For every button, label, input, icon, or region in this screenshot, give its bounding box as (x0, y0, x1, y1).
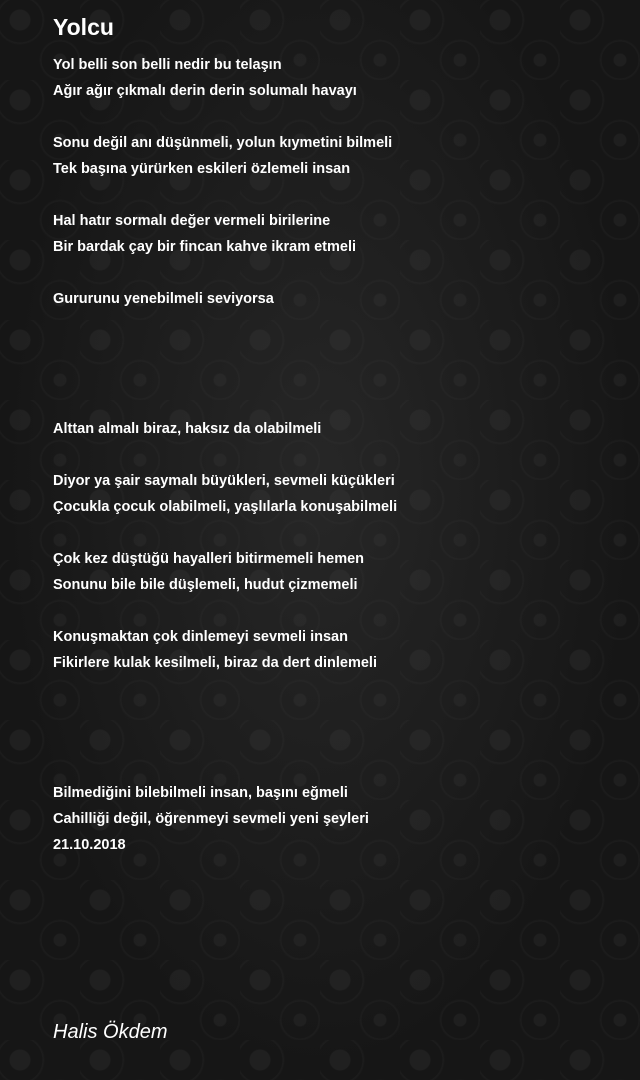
poem-line: Fikirlere kulak kesilmeli, biraz da dert dinlemeli (53, 655, 377, 671)
poem-line: Bilmediğini bilebilmeli insan, başını eğmeli (53, 785, 348, 801)
poem-line: Gururunu yenebilmeli seviyorsa (53, 291, 274, 307)
poem-line: Sonunu bile bile düşlemeli, hudut çizmemeli (53, 577, 358, 593)
stanza-gap (53, 260, 623, 286)
stanza-gap (53, 702, 623, 728)
stanza-gap (53, 728, 623, 754)
stanza-gap (53, 182, 623, 208)
stanza-gap (53, 754, 623, 780)
poem-body (53, 52, 623, 858)
stanza-gap (53, 338, 623, 364)
author-name: Halis Ökdem (53, 1021, 168, 1043)
poem-line: Diyor ya şair saymalı büyükleri, sevmeli küçükleri (53, 473, 395, 489)
poem-line: Yol belli son belli nedir bu telaşın (53, 57, 282, 73)
stanza-gap (53, 520, 623, 546)
poem-line: Çok kez düştüğü hayalleri bitirmemeli hemen (53, 551, 365, 567)
poem-line: Alttan almalı biraz, haksız da olabilmeli (53, 421, 322, 437)
stanza-gap (53, 676, 623, 702)
stanza-gap (53, 312, 623, 338)
poem-line: Tek başına yürürken eskileri özlemeli insan (53, 161, 351, 177)
stanza-gap (53, 390, 623, 416)
stanza-gap (53, 442, 623, 468)
poem-title: Yolcu (53, 14, 114, 40)
poem-date: 21.10.2018 (53, 837, 126, 853)
stanza-gap (53, 364, 623, 390)
poem-line: Ağır ağır çıkmalı derin derin solumalı havayı (53, 83, 357, 99)
poem-line: Konuşmaktan çok dinlemeyi sevmeli insan (53, 629, 348, 645)
poem-line: Sonu değil anı düşünmeli, yolun kıymetini bilmeli (53, 135, 393, 151)
stanza-gap (53, 598, 623, 624)
poem-line: Hal hatır sormalı değer vermeli birilerine (53, 213, 331, 229)
poem-line: Çocukla çocuk olabilmeli, yaşlılarla konuşabilmeli (53, 499, 398, 515)
stanza-gap (53, 104, 623, 130)
poem-line: Cahilliği değil, öğrenmeyi sevmeli yeni şeyleri (53, 811, 369, 827)
poem-line: Bir bardak çay bir fincan kahve ikram etmeli (53, 239, 357, 255)
